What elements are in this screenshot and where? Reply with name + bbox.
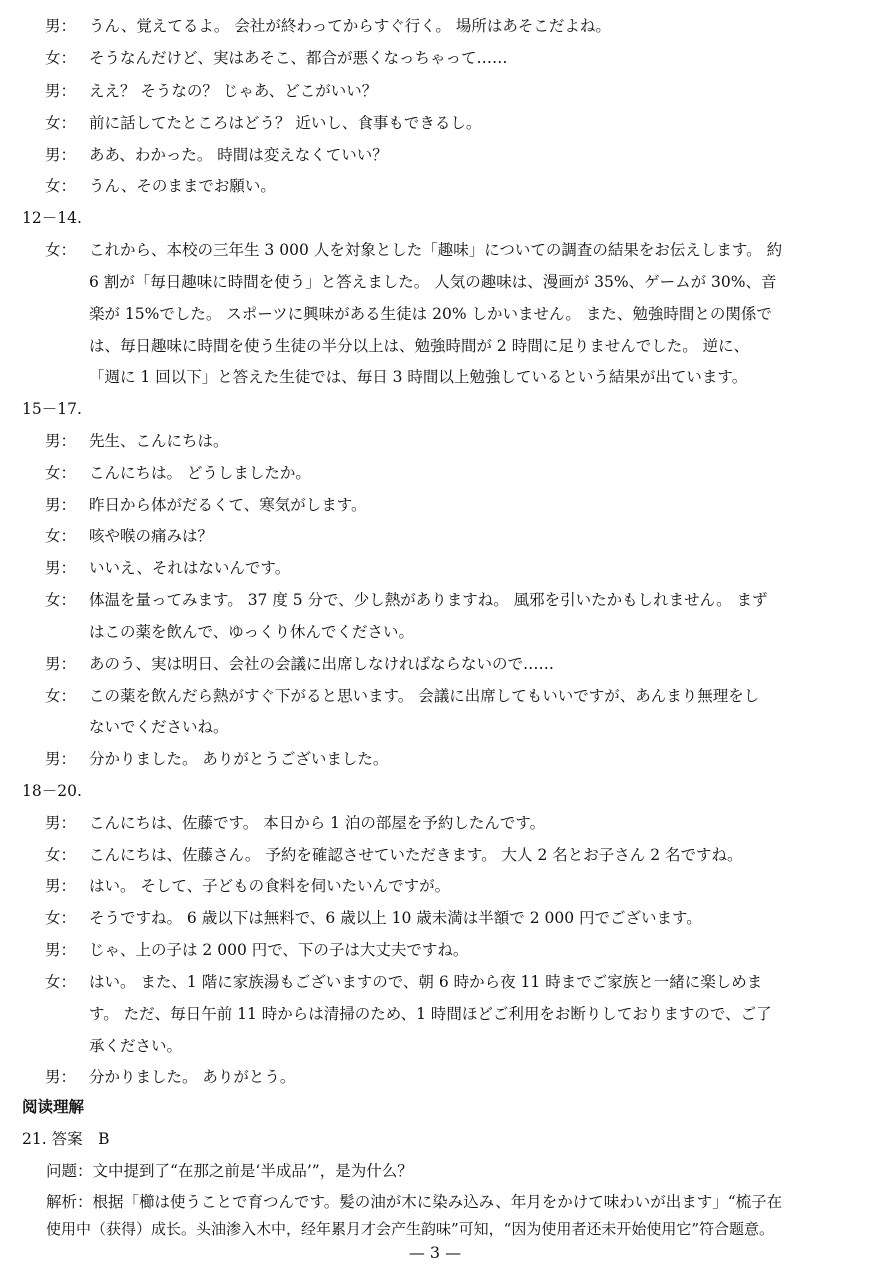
speaker: 男： xyxy=(45,432,77,450)
dialogue-line: 先生、こんにちは。 xyxy=(89,432,229,450)
dialogue-line: そうですね。 6 歳以下は無料で、6 歳以上 10 歳未満は半額で 2 000 円でございます。 xyxy=(89,909,702,927)
dialogue-line: はい。 そして、子どもの食料を伺いたいんですが。 xyxy=(89,877,451,895)
dialogue-line: ああ、わかった。 時間は変えなくていい？ xyxy=(89,146,388,164)
analysis-text: 使用中（获得）成长。头油渗入木中，经年累月才会产生韵味”可知，“因为使用者还未开始使用它”符合题意。 xyxy=(46,1220,775,1238)
question-range-12-14: 12－14. xyxy=(22,209,82,227)
speaker: 男： xyxy=(45,1068,77,1086)
monologue-line: これから、本校の三年生 3 000 人を対象とした「趣味」についての調査の結果をお伝えします。 約 xyxy=(89,241,783,259)
page-number: — 3 — xyxy=(408,1243,462,1262)
dialogue-line: 昨日から体がだるくて、寒気がします。 xyxy=(89,496,367,514)
dialogue-line: この薬を飲んだら熱がすぐ下がると思います。 会議に出席してもいいですが、あんまり無理をし xyxy=(89,687,760,705)
answer-heading: 21. 答案 B xyxy=(22,1130,110,1148)
dialogue-line: いいえ、それはないんです。 xyxy=(89,559,291,577)
dialogue-line: じゃ、上の子は 2 000 円で、下の子は大丈夫ですね。 xyxy=(89,941,469,959)
monologue-line: 楽が 15%でした。 スポーツに興味がある生徒は 20% しかいません。 また、勉強時間との関係で xyxy=(89,305,772,323)
dialogue-line: 承ください。 xyxy=(89,1037,183,1055)
monologue-line: は、毎日趣味に時間を使う生徒の半分以上は、勉強時間が 2 時間に足りませんでした。 逆に、 xyxy=(89,337,750,355)
dialogue-line: 体温を量ってみます。 37 度 5 分で、少し熱がありますね。 風邪を引いたかもしれません。 まず xyxy=(89,591,768,609)
speaker: 男： xyxy=(45,941,77,959)
dialogue-line: うん、覚えてるよ。 会社が終わってからすぐ行く。 場所はあそこだよね。 xyxy=(89,17,611,35)
speaker: 男： xyxy=(45,655,77,673)
section-heading: 阅读理解 xyxy=(22,1098,85,1116)
question-range-18-20: 18－20. xyxy=(22,782,82,800)
speaker: 女： xyxy=(45,591,77,609)
monologue-line: 6 割が「毎日趣味に時間を使う」と答えました。 人気の趣味は、漫画が 35%、ゲームが 30%、音 xyxy=(89,273,777,291)
dialogue-line: あのう、実は明日、会社の会議に出席しなければならないので…… xyxy=(89,655,555,673)
dialogue-line: そうなんだけど、実はあそこ、都合が悪くなっちゃって…… xyxy=(89,49,508,67)
dialogue-line: ええ？ そうなの？ じゃあ、どこがいい？ xyxy=(89,82,378,100)
speaker: 男： xyxy=(45,877,77,895)
dialogue-line: 前に話してたところはどう？ 近いし、食事もできるし。 xyxy=(89,114,482,132)
speaker: 女： xyxy=(45,846,77,864)
analysis-text: 解析：根据「櫛は使うことで育つんです。髪の油が木に染み込み、年月をかけて味わいが出ます」“梳子在 xyxy=(46,1193,783,1211)
speaker: 男： xyxy=(45,17,77,35)
speaker: 男： xyxy=(45,82,77,100)
monologue-line: 「週に 1 回以下」と答えた生徒では、毎日 3 時間以上勉強しているという結果が出ています。 xyxy=(89,368,748,386)
dialogue-line: こんにちは、佐藤さん。 予約を確認させていただきます。 大人 2 名とお子さん 2 名ですね。 xyxy=(89,846,743,864)
speaker: 女： xyxy=(45,527,77,545)
dialogue-line: こんにちは、佐藤です。 本日から 1 泊の部屋を予約したんです。 xyxy=(89,814,546,832)
dialogue-line: 分かりました。 ありがとうございました。 xyxy=(89,750,389,768)
dialogue-line: うん、そのままでお願い。 xyxy=(89,177,276,195)
speaker: 女： xyxy=(45,464,77,482)
dialogue-line: 咳や喉の痛みは？ xyxy=(89,527,214,545)
speaker: 男： xyxy=(45,814,77,832)
speaker: 男： xyxy=(45,146,77,164)
speaker: 女： xyxy=(45,49,77,67)
speaker: 男： xyxy=(45,496,77,514)
speaker: 女： xyxy=(45,909,77,927)
dialogue-line: ないでくださいね。 xyxy=(89,718,229,736)
speaker: 女： xyxy=(45,687,77,705)
speaker: 男： xyxy=(45,559,77,577)
speaker: 男： xyxy=(45,750,77,768)
speaker: 女： xyxy=(45,114,77,132)
question-text: 问题：文中提到了“在那之前是‘半成品’”，是为什么？ xyxy=(46,1162,413,1180)
dialogue-line: こんにちは。 どうしましたか。 xyxy=(89,464,311,482)
dialogue-line: 分かりました。 ありがとう。 xyxy=(89,1068,296,1086)
speaker: 女： xyxy=(45,241,77,259)
dialogue-line: はい。 また、1 階に家族湯もございますので、朝 6 時から夜 11 時までご家族と一緒に楽しめま xyxy=(89,973,763,991)
speaker: 女： xyxy=(45,177,77,195)
question-range-15-17: 15－17. xyxy=(22,400,82,418)
speaker: 女： xyxy=(45,973,77,991)
dialogue-line: はこの薬を飲んで、ゆっくり休んでください。 xyxy=(89,623,415,641)
dialogue-line: す。 ただ、毎日午前 11 時からは清掃のため、1 時間ほどご利用をお断りしておりますので、ご了 xyxy=(89,1005,772,1023)
